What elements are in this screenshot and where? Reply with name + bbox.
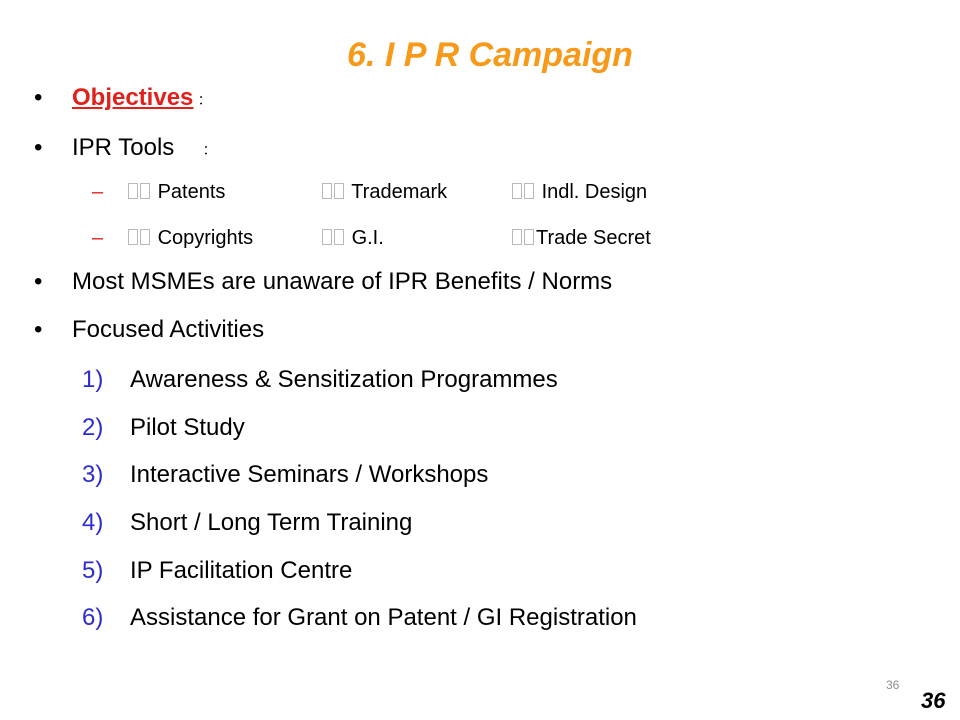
list-text: Interactive Seminars / Workshops [130,461,489,488]
ipr-tools-label: IPR Tools [72,134,175,161]
list-number: 6) [82,604,104,631]
objectives-colon: ： [197,92,214,109]
bullet: • [34,84,43,111]
placeholder-box-icon [334,183,344,199]
list-text: IP Facilitation Centre [130,557,353,584]
dash: – [92,181,104,203]
dash: – [92,227,104,249]
list-text: Assistance for Grant on Patent / GI Registration [130,604,637,631]
placeholder-box-icon [140,183,150,199]
tool-item: Trademark [322,182,447,202]
tool-item: Patents [128,182,225,202]
list-number: 2) [82,414,104,441]
placeholder-box-icon [128,183,138,199]
list-text: Short / Long Term Training [130,509,413,536]
list-text: Awareness & Sensitization Programmes [130,366,558,393]
unaware-text: Most MSMEs are unaware of IPR Benefits / Norms [72,268,613,295]
slide-number: 36 [921,688,946,713]
list-text: Pilot Study [130,414,245,441]
list-number: 4) [82,509,104,536]
placeholder-box-icon [524,183,534,199]
tool-item: G.I. [322,228,384,248]
placeholder-box-icon [512,183,522,199]
placeholder-box-icon [524,229,534,245]
tool-item: Trade Secret [512,228,651,248]
objectives-label: Objectives [72,84,194,111]
list-number: 3) [82,461,104,488]
list-number: 5) [82,557,104,584]
tool-item: Copyrights [128,228,253,248]
placeholder-box-icon [334,229,344,245]
placeholder-box-icon [322,183,332,199]
tool-item: Indl. Design [512,182,647,202]
list-number: 1) [82,366,104,393]
slide-number-small: 36 [886,678,900,692]
placeholder-box-icon [140,229,150,245]
focused-label: Focused Activities [72,316,265,343]
slide-title: 6. I P R Campaign [347,36,633,74]
bullet: • [34,134,43,161]
placeholder-box-icon [128,229,138,245]
bullet: • [34,316,43,343]
placeholder-box-icon [512,229,522,245]
placeholder-box-icon [322,229,332,245]
bullet: • [34,268,43,295]
ipr-tools-colon: ： [202,142,219,159]
